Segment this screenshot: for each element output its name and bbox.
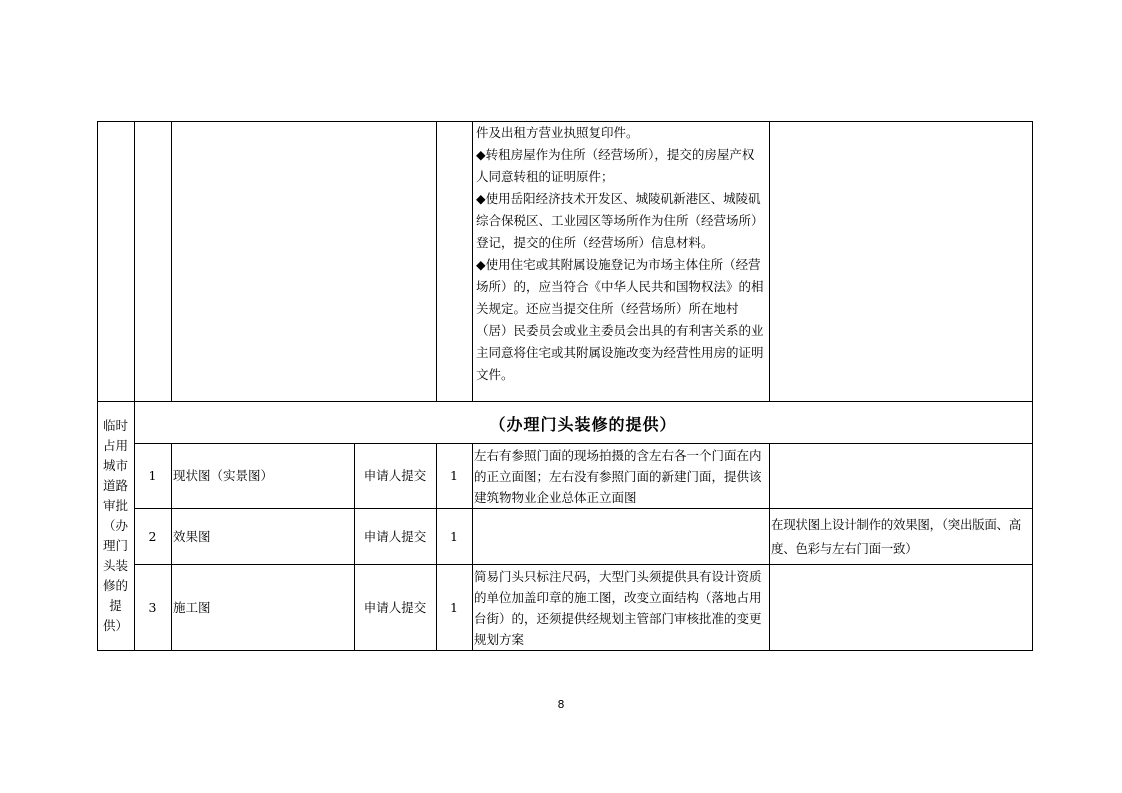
requirement-paragraph: ◆使用住宅或其附属设施登记为市场主体住所（经营场所）的，应当符合《中华人民共和国物权法》的相关规定。还应当提交住所（经营场所）所在地村（居）民委员会或业主委员会出具的有利害关系的业主同意将住宅或其附属设施改变为经营性用房的证明文件。 (476, 257, 764, 382)
grid-line (769, 443, 770, 651)
page-number: 8 (557, 698, 565, 711)
material-source: 申请人提交 (363, 468, 427, 483)
copies-count: 1 (450, 468, 458, 483)
material-source: 申请人提交 (363, 528, 427, 544)
grid-line (769, 121, 770, 402)
note-text (771, 444, 1031, 508)
grid-line (436, 121, 437, 402)
requirement-paragraph: ◆转租房屋作为住所（经营场所），提交的房屋产权人同意转租的证明原件； (476, 147, 755, 184)
material-name: 效果图 (173, 528, 211, 544)
material-name: 现状图（实景图） (173, 468, 274, 483)
section-title: （办理门头装修的提供） (489, 414, 677, 434)
category-label: 临时占用城市道路审批（办理门头装修的提供） (102, 418, 128, 633)
material-source: 申请人提交 (363, 599, 427, 615)
copies-count: 1 (450, 599, 458, 615)
material-name: 施工图 (173, 599, 211, 615)
grid-line (1032, 121, 1033, 651)
category-cell (97, 402, 134, 650)
requirement-text: 简易门头只标注尺码，大型门头须提供具有设计资质的单位加盖印章的施工图，改变立面结构（落地占用台街）的，还须提供经规划主管部门审核批准的变更规划方案 (474, 568, 762, 647)
requirement-text: 左右有参照门面的现场拍摄的含左右各一个门面在内的正立面图；左右没有参照门面的新建门面，提供该建筑物物业企业总体正立面图 (474, 447, 762, 505)
grid-line (472, 121, 473, 402)
grid-line (171, 121, 172, 402)
grid-line (171, 443, 172, 651)
requirement-paragraph: ◆使用岳阳经济技术开发区、城陵矶新港区、城陵矶综合保税区、工业园区等场所作为住所（经营场所）登记，提交的住所（经营场所）信息材料。 (476, 191, 764, 250)
grid-line (472, 443, 473, 651)
requirement-paragraph: 件及出租方营业执照复印件。 (476, 125, 639, 140)
row-number: 1 (148, 468, 157, 483)
continued-requirements-cell (474, 122, 768, 400)
grid-line (97, 650, 1033, 651)
requirement-text (474, 509, 768, 564)
copies-count: 1 (450, 528, 458, 544)
note-text (771, 565, 1031, 650)
row-number: 3 (148, 599, 157, 615)
note-text: 在现状图上设计制作的效果图，（突出版面、高度、色彩与左右门面一致） (771, 516, 1021, 556)
row-number: 2 (148, 528, 157, 544)
